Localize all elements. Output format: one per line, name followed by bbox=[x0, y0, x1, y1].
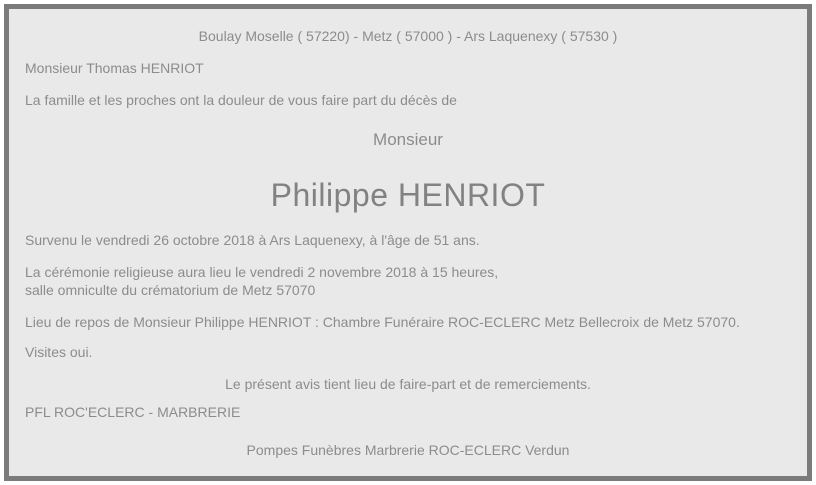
death-details: Survenu le vendredi 26 octobre 2018 à Ars Laquenexy, à l'âge de 51 ans. bbox=[25, 232, 480, 248]
visits-text: Visites oui. bbox=[25, 344, 93, 360]
death-notice-card bbox=[4, 4, 812, 481]
ceremony-details-line2: salle omniculte du crématorium de Metz 57070 bbox=[25, 282, 316, 298]
announcement-text: La famille et les proches ont la douleur de vous faire part du décès de bbox=[25, 92, 457, 108]
repose-details: Lieu de repos de Monsieur Philippe HENRIOT : Chambre Funéraire ROC-ECLERC Metz Bellecroix de Metz 57070. bbox=[25, 314, 740, 330]
ceremony-details-line1: La cérémonie religieuse aura lieu le vendredi 2 novembre 2018 à 15 heures, bbox=[25, 264, 499, 280]
deceased-name-title: Philippe HENRIOT bbox=[270, 177, 546, 213]
avis-statement: Le présent avis tient lieu de faire-part et de remerciements. bbox=[225, 376, 591, 392]
funeral-home-name: PFL ROC'ECLERC - MARBRERIE bbox=[25, 404, 241, 420]
ceremony-details bbox=[25, 263, 791, 299]
locations-line: Boulay Moselle ( 57220) - Metz ( 57000 ) - Ars Laquenexy ( 57530 ) bbox=[198, 28, 618, 44]
footer-signature: Pompes Funèbres Marbrerie ROC-ECLERC Verdun bbox=[246, 442, 570, 458]
contact-name: Monsieur Thomas HENRIOT bbox=[25, 60, 204, 76]
civility-label: Monsieur bbox=[373, 130, 443, 149]
